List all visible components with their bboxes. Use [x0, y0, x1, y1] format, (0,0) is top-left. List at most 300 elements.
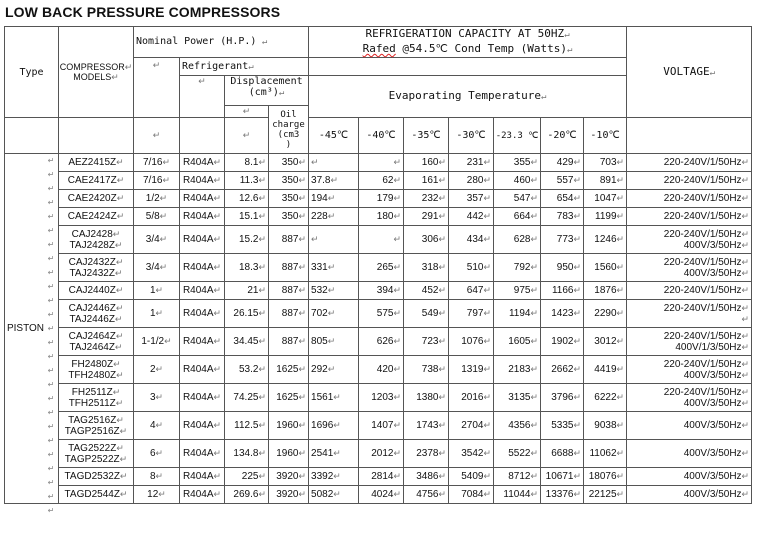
- hp-cell-text: 1-1/2: [141, 336, 165, 347]
- capacity-cell-text: 2012: [371, 448, 394, 459]
- capacity-cell-text: 194: [311, 193, 328, 204]
- evap-header: Evaporating Temperature↵: [309, 76, 627, 118]
- refrigerant-cell: R404A↵: [180, 154, 225, 172]
- displacement-cell: 21↵: [225, 282, 269, 300]
- capacity-cell-text: 4356: [508, 420, 531, 431]
- capacity-cell: 575↵: [359, 300, 404, 328]
- capacity-cell: 703↵: [584, 154, 627, 172]
- displacement-cell: 225↵: [225, 468, 269, 486]
- displacement-cell: 134.8↵: [225, 440, 269, 468]
- capacity-cell-text: 13376: [545, 489, 574, 500]
- hp-cell-text: 3/4: [145, 234, 160, 245]
- page-title: LOW BACK PRESSURE COMPRESSORS: [5, 4, 281, 20]
- capacity-cell: 2704↵: [449, 412, 494, 440]
- table-row: [5, 486, 752, 504]
- capacity-cell-text: 3012: [594, 336, 617, 347]
- capacity-cell: 510↵: [449, 254, 494, 282]
- capacity-cell: 628↵: [494, 226, 541, 254]
- model-cell-text: TAGD2532Z: [64, 471, 120, 482]
- capacity-cell-text: 452: [421, 285, 439, 296]
- capacity-cell-text: 575: [376, 308, 394, 319]
- model-cell: AEZ2415Z↵: [59, 154, 134, 172]
- capacity-cell: 331↵: [309, 254, 359, 282]
- capacity-cell: 160↵: [404, 154, 449, 172]
- capacity-cell-text: 1605: [508, 336, 531, 347]
- capacity-cell: 2016↵: [449, 384, 494, 412]
- hp-cell: 12↵: [134, 486, 180, 504]
- voltage-cell-text: 400V/3/50Hz: [683, 239, 742, 251]
- model-cell-text: TAGP2516Z: [64, 425, 120, 437]
- capacity-cell-text: 626: [376, 336, 394, 347]
- hp-cell-text: 7/16: [142, 175, 163, 186]
- capacity-cell-text: 4419: [594, 364, 617, 375]
- displacement-cell-text: 34.45: [233, 336, 259, 347]
- oil-cell-text: 887: [281, 308, 299, 319]
- capacity-cell: 429↵: [541, 154, 584, 172]
- type-cell: [5, 154, 59, 515]
- capacity-cell: 1407↵: [359, 412, 404, 440]
- model-cell: FH2511Z↵ TFH2511Z↵: [59, 384, 134, 412]
- model-cell: TAG2516Z↵ TAGP2516Z↵: [59, 412, 134, 440]
- displacement-cell: 15.1↵: [225, 208, 269, 226]
- capacity-cell: 549↵: [404, 300, 449, 328]
- displacement-cell-text: 18.3: [238, 262, 259, 273]
- oil-cell: 1625↵: [269, 356, 309, 384]
- model-cell-text: TAJ2428Z: [69, 239, 115, 251]
- capacity-cell-text: 37.8: [311, 175, 331, 186]
- type-label: PISTON: [6, 323, 45, 334]
- refrigerant-header: Refrigerant↵: [180, 58, 309, 76]
- oil-cell-text: 887: [281, 336, 299, 347]
- capacity-cell-text: 1407: [371, 420, 394, 431]
- oil-cell: 350↵: [269, 208, 309, 226]
- capacity-cell: 357↵: [449, 190, 494, 208]
- capacity-cell: 1605↵: [494, 328, 541, 356]
- voltage-cell: 400V/3/50Hz↵: [627, 486, 752, 504]
- model-cell: CAE2417Z↵: [59, 172, 134, 190]
- hp-cell: 7/16↵: [134, 154, 180, 172]
- capacity-cell-text: 5522: [508, 448, 531, 459]
- models-header-bottom: [59, 118, 134, 154]
- capacity-cell: 773↵: [541, 226, 584, 254]
- displacement-cell-text: 8.1: [244, 157, 259, 168]
- capacity-cell: 2183↵: [494, 356, 541, 384]
- capacity-cell-text: 3796: [551, 392, 574, 403]
- oil-cell: 1625↵: [269, 384, 309, 412]
- displacement-cell: 8.1↵: [225, 154, 269, 172]
- capacity-cell: 2814↵: [359, 468, 404, 486]
- capacity-cell: 355↵: [494, 154, 541, 172]
- table-row: [5, 154, 752, 172]
- model-cell-text: AEZ2415Z: [68, 157, 117, 168]
- capacity-cell-text: 1561: [311, 392, 334, 403]
- refrigerant-cell: R404A↵: [180, 384, 225, 412]
- capacity-cell-text: 5082: [311, 489, 334, 500]
- capacity-cell-text: 62: [382, 175, 394, 186]
- capacity-cell: 1876↵: [584, 282, 627, 300]
- capacity-cell: 3542↵: [449, 440, 494, 468]
- capacity-cell: 1561↵: [309, 384, 359, 412]
- capacity-cell: 37.8↵: [309, 172, 359, 190]
- capacity-line1: REFRIGERATION CAPACITY AT 50HZ: [365, 27, 565, 40]
- capacity-cell-text: 160: [421, 157, 439, 168]
- oil-cell-text: 1625: [276, 364, 299, 375]
- voltage-cell: 220-240V/1/50Hz↵: [627, 154, 752, 172]
- hp-cell: 4↵: [134, 412, 180, 440]
- displacement-cell: 15.2↵: [225, 226, 269, 254]
- refrigerant-cell: R404A↵: [180, 226, 225, 254]
- table-row: [5, 226, 752, 254]
- displacement-cell-text: 12.6: [238, 193, 259, 204]
- model-cell: TAG2522Z↵ TAGP2522Z↵: [59, 440, 134, 468]
- displacement-header: Displacement (cm³)↵: [225, 76, 309, 106]
- capacity-cell: 232↵: [404, 190, 449, 208]
- refrigerant-col-header: ↵: [180, 76, 225, 118]
- model-cell: CAE2424Z↵: [59, 208, 134, 226]
- capacity-cell-text: 2541: [311, 448, 334, 459]
- capacity-cell: 292↵: [309, 356, 359, 384]
- oil-line2: charge: [272, 119, 305, 130]
- displacement-cell-text: 74.25: [233, 392, 259, 403]
- capacity-cell: 805↵: [309, 328, 359, 356]
- capacity-cell-text: 723: [421, 336, 439, 347]
- refrigerant-cell-text: R404A: [182, 262, 214, 273]
- table-row: [5, 468, 752, 486]
- capacity-cell: 3392↵: [309, 468, 359, 486]
- capacity-cell-text: 228: [311, 211, 328, 222]
- displacement-cell: 34.45↵: [225, 328, 269, 356]
- capacity-cell: 4756↵: [404, 486, 449, 504]
- displacement-line2: (cm³): [248, 87, 279, 98]
- capacity-cell-text: 1876: [594, 285, 617, 296]
- voltage-cell: 220-240V/1/50Hz↵ 400V/3/50Hz↵: [627, 384, 752, 412]
- displacement-cell-text: 21: [247, 285, 259, 296]
- table-row: [5, 356, 752, 384]
- temp-header-6: -10℃: [584, 118, 627, 154]
- capacity-cell-text: 797: [466, 308, 484, 319]
- oil-cell: 887↵: [269, 282, 309, 300]
- model-cell: TAGD2532Z↵: [59, 468, 134, 486]
- capacity-cell: 783↵: [541, 208, 584, 226]
- capacity-cell: 975↵: [494, 282, 541, 300]
- refrigerant-cell: R404A↵: [180, 300, 225, 328]
- capacity-cell: 5335↵: [541, 412, 584, 440]
- capacity-cell-text: 460: [513, 175, 531, 186]
- model-cell-text: CAJ2440Z: [68, 285, 116, 296]
- voltage-cell: 220-240V/1/50Hz↵ ↵: [627, 300, 752, 328]
- oil-cell-text: 1960: [276, 420, 299, 431]
- capacity-cell-text: 420: [376, 364, 394, 375]
- refrigerant-cell: R404A↵: [180, 208, 225, 226]
- capacity-cell: 4356↵: [494, 412, 541, 440]
- displacement-cell-text: 53.2: [238, 364, 259, 375]
- capacity-cell: 1194↵: [494, 300, 541, 328]
- capacity-cell-text: 702: [311, 308, 328, 319]
- oil-cell: 1960↵: [269, 440, 309, 468]
- voltage-cell-text: 400V/3/50Hz: [683, 489, 742, 500]
- oil-cell: 887↵: [269, 226, 309, 254]
- capacity-cell: 228↵: [309, 208, 359, 226]
- capacity-cell: 1902↵: [541, 328, 584, 356]
- capacity-cell-text: 357: [466, 193, 484, 204]
- capacity-cell: 318↵: [404, 254, 449, 282]
- capacity-cell-text: 5409: [461, 471, 484, 482]
- hp-header-bottom: ↵: [134, 118, 180, 154]
- displacement-cell: 74.25↵: [225, 384, 269, 412]
- capacity-cell-text: 280: [466, 175, 484, 186]
- capacity-cell: 2290↵: [584, 300, 627, 328]
- capacity-cell: 420↵: [359, 356, 404, 384]
- capacity-cell-text: 1696: [311, 420, 334, 431]
- voltage-cell-text: 220-240V/1/50Hz: [663, 175, 742, 186]
- refrigerant-cell: R404A↵: [180, 486, 225, 504]
- voltage-cell-text: 400V/3/50Hz: [683, 369, 742, 381]
- voltage-cell-text: 400V/3/50Hz: [683, 420, 742, 431]
- capacity-cell-text: 3542: [461, 448, 484, 459]
- displacement-cell-text: 225: [241, 471, 259, 482]
- oil-cell-text: 887: [281, 262, 299, 273]
- displacement-cell-text: 112.5: [234, 420, 259, 431]
- model-cell-text: TAG2516Z: [68, 414, 117, 426]
- capacity-cell-text: 265: [376, 262, 394, 273]
- voltage-cell-text: 400V/3/50Hz: [683, 448, 742, 459]
- model-cell-text: TAJ2432Z: [69, 267, 115, 279]
- capacity-cell-text: 18076: [588, 471, 617, 482]
- capacity-cell-text: 654: [556, 193, 574, 204]
- model-cell-text: CAJ2446Z: [68, 302, 116, 314]
- refrigerant-cell: R404A↵: [180, 172, 225, 190]
- voltage-cell: 220-240V/1/50Hz↵ 400V/3/50Hz↵: [627, 226, 752, 254]
- voltage-cell-text: 220-240V/1/50Hz: [663, 228, 742, 240]
- hp-cell: 3/4↵: [134, 254, 180, 282]
- table-body: [5, 154, 752, 515]
- capacity-cell: 161↵: [404, 172, 449, 190]
- capacity-cell-text: 11062: [589, 448, 617, 459]
- oil-cell: 887↵: [269, 254, 309, 282]
- capacity-cell-text: 4756: [416, 489, 439, 500]
- hp-cell-text: 3: [149, 392, 156, 403]
- voltage-cell: 400V/3/50Hz↵: [627, 468, 752, 486]
- table-row: [5, 254, 752, 282]
- capacity-cell: 434↵: [449, 226, 494, 254]
- voltage-cell-text: 220-240V/1/50Hz: [663, 302, 742, 314]
- voltage-cell-text: 220-240V/1/50Hz: [663, 211, 742, 222]
- capacity-cell-text: 394: [376, 285, 394, 296]
- displacement-cell: 112.5↵: [225, 412, 269, 440]
- oil-charge-header: [269, 106, 309, 154]
- hp-cell-text: 1: [149, 308, 156, 319]
- table-row: [5, 190, 752, 208]
- capacity-cell-text: 2704: [461, 420, 484, 431]
- refrigerant-cell-text: R404A: [182, 420, 214, 431]
- refrigerant-cell: R404A↵: [180, 282, 225, 300]
- oil-line4: ): [285, 139, 292, 150]
- temp-header-3: -30℃: [449, 118, 494, 154]
- oil-cell: 350↵: [269, 154, 309, 172]
- refrigerant-cell-text: R404A: [182, 308, 214, 319]
- voltage-cell-text: 400V/3/50Hz: [683, 267, 742, 279]
- capacity-cell-text: 738: [421, 364, 439, 375]
- oil-cell: 3920↵: [269, 468, 309, 486]
- model-cell-text: CAE2424Z: [67, 211, 117, 222]
- model-cell-text: CAE2420Z: [67, 193, 117, 204]
- model-cell-text: TAJ2446Z: [69, 313, 115, 325]
- refrigerant-cell-text: R404A: [182, 234, 214, 245]
- capacity-cell: 11062↵: [584, 440, 627, 468]
- hp-cell-text: 3/4: [145, 262, 160, 273]
- refrigerant-cell-text: R404A: [182, 392, 214, 403]
- type-header-bottom: [5, 118, 59, 154]
- capacity-cell-text: 1199: [595, 211, 617, 222]
- capacity-cell-text: 3135: [508, 392, 531, 403]
- table-row: [5, 328, 752, 356]
- capacity-cell: 1696↵: [309, 412, 359, 440]
- capacity-cell-text: 1380: [416, 392, 439, 403]
- model-cell-text: TAG2522Z: [68, 442, 117, 454]
- capacity-cell-text: 664: [513, 211, 531, 222]
- capacity-cell-text: 1743: [416, 420, 439, 431]
- nominal-power-header: Nominal Power (H.P.) ↵: [134, 27, 309, 58]
- capacity-cell: 265↵: [359, 254, 404, 282]
- capacity-cell: 3796↵: [541, 384, 584, 412]
- disp-header-bottom: ↵: [225, 118, 269, 154]
- capacity-cell-text: 161: [421, 175, 439, 186]
- refrigerant-cell-text: R404A: [182, 489, 214, 500]
- oil-cell-text: 1960: [276, 448, 299, 459]
- hp-cell: 3/4↵: [134, 226, 180, 254]
- refrigerant-cell-text: R404A: [182, 285, 214, 296]
- paragraph-marks: ↵ ↵ ↵ ↵ ↵ ↵ ↵ ↵ ↵ ↵ ↵ ↵ ↵ ↵ ↵ ↵ ↵ ↵ ↵ ↵ ↵ ↵ ↵ ↵ ↵ ↵: [47, 156, 55, 515]
- capacity-cell-text: 2183: [508, 364, 531, 375]
- oil-cell: 350↵: [269, 172, 309, 190]
- oil-line1: Oil: [280, 109, 297, 120]
- models-header: COMPRESSOR↵ MODELS↵: [59, 27, 134, 118]
- voltage-cell-text: 400V/3/50Hz: [683, 397, 742, 409]
- voltage-cell-text: 400V/1/3/50Hz: [675, 341, 742, 353]
- capacity-cell: 1203↵: [359, 384, 404, 412]
- refrigerant-label: Refrigerant: [182, 60, 249, 72]
- hp-cell-text: 1/2: [145, 193, 160, 204]
- displacement-cell: 11.3↵: [225, 172, 269, 190]
- capacity-cell-text: 318: [421, 262, 439, 273]
- table-row: [5, 412, 752, 440]
- capacity-cell-text: 1194: [508, 308, 531, 319]
- model-cell-text: TAGP2522Z: [64, 453, 120, 465]
- displacement-cell: 269.6↵: [225, 486, 269, 504]
- capacity-cell: 891↵: [584, 172, 627, 190]
- refrigerant-cell-text: R404A: [182, 157, 214, 168]
- voltage-cell-text: 220-240V/1/50Hz: [663, 285, 742, 296]
- capacity-cell: ↵: [309, 154, 359, 172]
- model-cell-text: TAGD2544Z: [64, 489, 120, 500]
- hp-cell-text: 5/8: [145, 211, 160, 222]
- capacity-cell-text: 5335: [551, 420, 574, 431]
- model-cell-text: CAE2417Z: [67, 175, 117, 186]
- displacement-cell: 18.3↵: [225, 254, 269, 282]
- capacity-cell-text: 1246: [594, 234, 617, 245]
- oil-cell-text: 887: [281, 234, 299, 245]
- displacement-cell: 26.15↵: [225, 300, 269, 328]
- capacity-cell-text: 8712: [508, 471, 531, 482]
- temp-header-5: -20℃: [541, 118, 584, 154]
- capacity-cell: 291↵: [404, 208, 449, 226]
- capacity-cell-text: 783: [556, 211, 574, 222]
- voltage-header-bottom: [627, 118, 752, 154]
- hp-cell-text: 12: [147, 489, 159, 500]
- capacity-cell: 231↵: [449, 154, 494, 172]
- capacity-cell: 62↵: [359, 172, 404, 190]
- capacity-cell-text: 557: [556, 175, 574, 186]
- refrigerant-cell-text: R404A: [182, 175, 214, 186]
- capacity-cell: 702↵: [309, 300, 359, 328]
- voltage-label: VOLTAGE: [663, 64, 710, 78]
- evap-label: Evaporating Temperature: [388, 89, 541, 102]
- model-cell: CAJ2440Z↵: [59, 282, 134, 300]
- capacity-cell-text: 3486: [416, 471, 439, 482]
- capacity-cell-text: 792: [513, 262, 531, 273]
- capacity-cell-text: 291: [421, 211, 439, 222]
- capacity-cell: 3135↵: [494, 384, 541, 412]
- capacity-cell: 557↵: [541, 172, 584, 190]
- capacity-cell: 1199↵: [584, 208, 627, 226]
- table-row: [5, 282, 752, 300]
- voltage-cell: 220-240V/1/50Hz↵: [627, 172, 752, 190]
- capacity-cell-text: 3392: [311, 471, 334, 482]
- capacity-cell: 5409↵: [449, 468, 494, 486]
- table-row: [5, 208, 752, 226]
- capacity-cell: 532↵: [309, 282, 359, 300]
- capacity-cell: 11044↵: [494, 486, 541, 504]
- voltage-cell-text: 220-240V/1/50Hz: [663, 157, 742, 168]
- nominal-power-label: Nominal Power (H.P.): [136, 36, 257, 47]
- capacity-cell-text: 4024: [371, 489, 394, 500]
- hp-cell-text: 1: [149, 285, 156, 296]
- model-cell-text: CAJ2464Z: [68, 330, 116, 342]
- capacity-cell: 280↵: [449, 172, 494, 190]
- model-cell: FH2480Z↵ TFH2480Z↵: [59, 356, 134, 384]
- refrigerant-cell: R404A↵: [180, 468, 225, 486]
- refrigerant-cell-text: R404A: [182, 336, 214, 347]
- capacity-cell-text: 703: [599, 157, 617, 168]
- capacity-cell: 8712↵: [494, 468, 541, 486]
- capacity-cell: ↵: [359, 154, 404, 172]
- capacity-cell-text: 805: [311, 336, 328, 347]
- capacity-cell: 460↵: [494, 172, 541, 190]
- voltage-cell-text: 400V/3/50Hz: [683, 471, 742, 482]
- voltage-cell-text: 220-240V/1/50Hz: [663, 256, 742, 268]
- displacement-cell: 12.6↵: [225, 190, 269, 208]
- compressor-table: [4, 26, 752, 515]
- capacity-header: REFRIGERATION CAPACITY AT 50HZ↵ Rafed @54.5℃ Cond Temp (Watts)↵: [309, 27, 627, 58]
- capacity-cell: 2541↵: [309, 440, 359, 468]
- model-cell: CAJ2428↵ TAJ2428Z↵: [59, 226, 134, 254]
- temp-header-0: -45℃: [309, 118, 359, 154]
- capacity-cell: ↵: [359, 226, 404, 254]
- capacity-cell-text: 2378: [416, 448, 439, 459]
- capacity-cell: 1743↵: [404, 412, 449, 440]
- hp-cell-text: 6: [149, 448, 156, 459]
- voltage-header: VOLTAGE↵: [627, 27, 752, 118]
- capacity-cell: 723↵: [404, 328, 449, 356]
- capacity-cell-text: 1047: [594, 193, 617, 204]
- capacity-cell-text: 975: [513, 285, 531, 296]
- capacity-cell: 179↵: [359, 190, 404, 208]
- capacity-cell: 10671↵: [541, 468, 584, 486]
- refrigerant-cell-text: R404A: [182, 471, 214, 482]
- capacity-cell-text: 429: [556, 157, 574, 168]
- capacity-cell-text: 11044: [503, 489, 531, 500]
- capacity-cell-text: 355: [513, 157, 531, 168]
